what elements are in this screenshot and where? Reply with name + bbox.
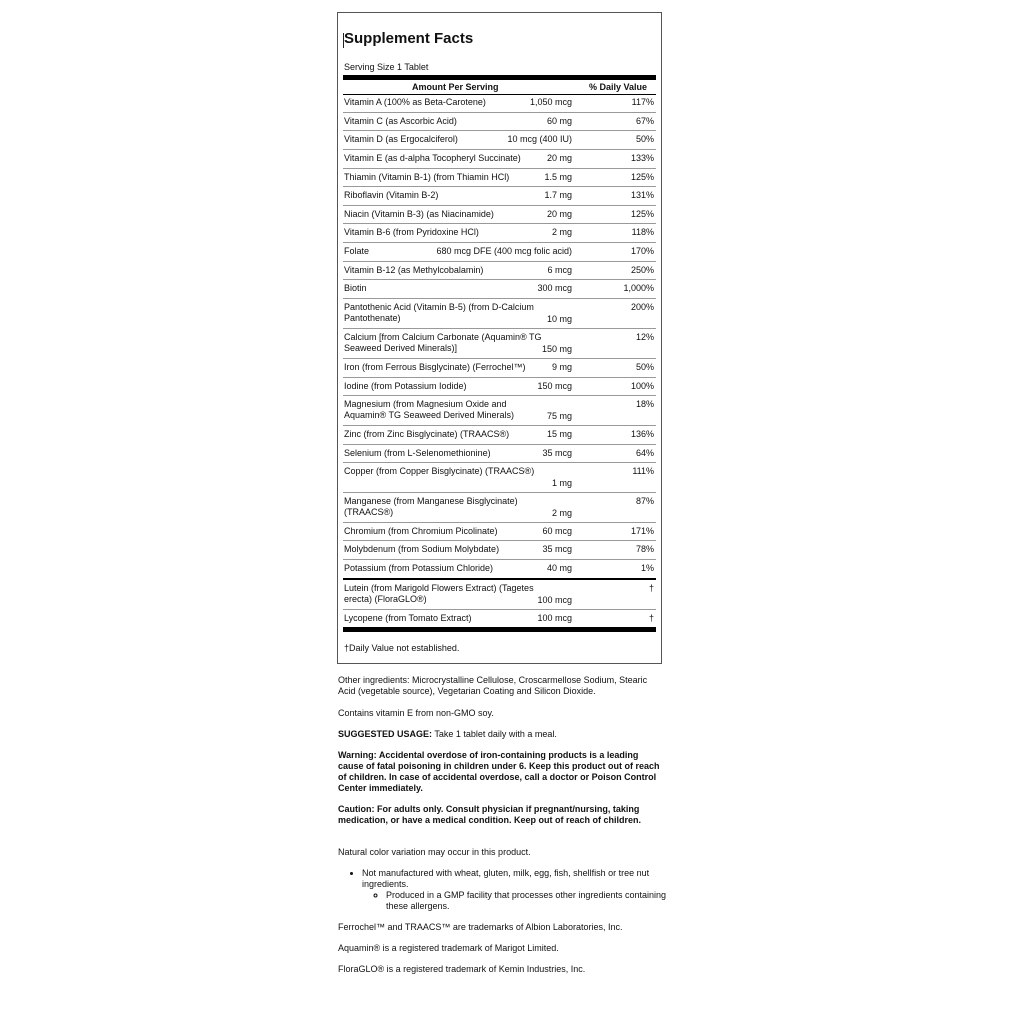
top-rule [343,75,656,80]
nutrient-name: Lycopene (from Tomato Extract) [344,613,472,623]
nutrient-amount: 40 mg [546,563,572,573]
bottom-rule [343,627,656,632]
nutrient-daily-value: 200% [630,302,654,312]
list-item: ◦ Produced in a GMP facility that processes other ingredients containing these allergens. [386,890,682,912]
nutrient-name: Thiamin (Vitamin B-1) (from Thiamin HCl) [344,172,510,182]
trademark-floraglo: FloraGLO® is a registered trademark of Kemin Industries, Inc. [338,964,586,974]
table-row [343,169,656,187]
nutrient-name: Lutein (from Marigold Flowers Extract) (Tagetes erecta) (FloraGLO®) [344,583,534,604]
nutrient-name: Selenium (from L-Selenomethionine) [344,448,491,458]
nutrient-name: Vitamin E (as d-alpha Tocopheryl Succinate) [344,153,521,163]
nutrient-amount: 35 mcg [542,448,572,458]
nutrient-name: Niacin (Vitamin B-3) (as Niacinamide) [344,209,494,219]
nutrient-name: Magnesium (from Magnesium Oxide and Aquamin® TG Seaweed Derived Minerals) [344,399,515,420]
nutrient-daily-value: 250% [630,265,654,275]
table-row [343,426,656,445]
table-row [343,359,656,378]
trademark-aquamin: Aquamin® is a registered trademark of Marigot Limited. [338,943,559,953]
nutrient-amount: 20 mg [546,153,572,163]
nutrient-name: Potassium (from Potassium Chloride) [344,563,494,573]
nutrient-daily-value: 100% [630,381,654,391]
nutrient-amount: 150 mg [541,344,572,354]
nutrient-daily-value: 170% [630,246,654,256]
nutrient-daily-value: 118% [631,227,654,237]
allergen-statement: Not manufactured with wheat, gluten, milk, egg, fish, shellfish or tree nut ingredients. [362,868,650,889]
nutrient-name: Folate [344,246,370,256]
nutrient-amount: 6 mcg [547,265,572,275]
table-row [343,131,656,150]
nutrient-daily-value: 12% [635,332,654,342]
serving-size: Serving Size 1 Tablet [344,62,429,72]
table-row [343,493,656,523]
nutrient-daily-value: 133% [630,153,654,163]
nutrient-amount: 680 mcg DFE (400 mcg folic acid) [436,246,572,256]
nutrient-amount: 150 mcg [537,381,572,391]
nutrient-name: Vitamin B-6 (from Pyridoxine HCl) [344,227,479,237]
table-row [343,262,656,280]
nutrient-amount: 9 mg [551,362,572,372]
nutrient-amount: 300 mcg [537,283,572,293]
table-row [343,580,656,610]
table-row [343,378,656,396]
nutrient-daily-value: † [648,583,654,593]
nutrient-daily-value: 125% [630,172,654,182]
nutrient-name: Chromium (from Chromium Picolinate) [344,526,498,536]
nutrient-daily-value: 171% [630,526,654,536]
suggested-usage [338,729,663,740]
caution-note: Caution: For adults only. Consult physician if pregnant/nursing, taking medication, or have a medical condition. Keep out of reach of children. [338,804,642,825]
other-ingredients: Other ingredients: Microcrystalline Cellulose, Croscarmellose Sodium, Stearic Acid (vegetable source), Vegetarian Coating and Silicon Dioxide. [338,675,648,696]
nutrient-amount: 15 mg [546,429,572,439]
table-row [343,150,656,169]
nutrient-daily-value: 1,000% [623,283,654,293]
nutrient-name: Iodine (from Potassium Iodide) [344,381,467,391]
nutrient-name: Calcium [from Calcium Carbonate (Aquamin® TG Seaweed Derived Minerals)] [344,332,542,353]
nutrient-amount: 10 mg [546,314,572,324]
iron-warning: Warning: Accidental overdose of iron-containing products is a leading cause of fatal poisoning in children under 6. Keep this product out of reach of children. In case of accidental overdose, call a doctor or Poison Control Center immediately. [338,750,660,793]
vitamin-e-note: Contains vitamin E from non-GMO soy. [338,708,494,718]
nutrient-amount: 10 mcg (400 IU) [507,134,572,144]
allergen-sublist [362,890,682,912]
nutrient-amount: 60 mcg [542,526,572,536]
nutrient-amount: 1.7 mg [544,190,572,200]
footnote: †Daily Value not established. [344,643,460,653]
usage-label: SUGGESTED USAGE: [338,729,433,739]
nutrient-daily-value: 117% [631,97,654,107]
nutrient-amount: 2 mg [551,227,572,237]
nutrient-name: Vitamin D (as Ergocalciferol) [344,134,458,144]
table-row [343,610,656,627]
nutrient-daily-value: 50% [635,134,654,144]
nutrient-daily-value: 136% [630,429,654,439]
table-row [343,206,656,224]
nutrient-name: Vitamin A (100% as Beta-Carotene) [344,97,486,107]
list-item [362,868,682,912]
nutrient-name: Biotin [344,283,367,293]
allergen-list [338,868,682,912]
usage-text: Take 1 tablet daily with a meal. [432,729,557,739]
table-row [343,187,656,206]
nutrient-amount: 2 mg [551,508,572,518]
nutrient-daily-value: 111% [632,466,654,476]
panel-title: Supplement Facts [344,30,474,47]
nutrient-amount: 1,050 mcg [529,97,572,107]
nutrient-amount: 1 mg [551,478,572,488]
nutrient-amount: 35 mcg [542,544,572,554]
nutrient-daily-value: 78% [635,544,654,554]
nutrient-amount: 1.5 mg [544,172,572,182]
nutrient-daily-value: 125% [630,209,654,219]
color-variation-note: Natural color variation may occur in this product. [338,847,531,857]
nutrient-daily-value: 50% [635,362,654,372]
table-row [343,445,656,463]
table-row [343,463,656,493]
table-row [343,329,656,359]
nutrient-name: Zinc (from Zinc Bisglycinate) (TRAACS®) [344,429,510,439]
nutrient-daily-value: 64% [635,448,654,458]
nutrient-amount: 100 mcg [537,595,572,605]
nutrient-daily-value: 67% [635,116,654,126]
nutrient-daily-value: 87% [635,496,654,506]
header-amount-per-serving: Amount Per Serving [412,82,499,92]
nutrient-name: Manganese (from Manganese Bisglycinate) (TRAACS®) [344,496,518,517]
table-row [343,396,656,426]
table-row [343,113,656,131]
nutrient-daily-value: 1% [640,563,654,573]
table-row [343,523,656,541]
nutrient-name: Riboflavin (Vitamin B-2) [344,190,439,200]
table-row [343,560,656,580]
table-row [343,243,656,262]
nutrient-name: Pantothenic Acid (Vitamin B-5) (from D-Calcium Pantothenate) [344,302,534,323]
table-row [343,541,656,560]
nutrient-name: Molybdenum (from Sodium Molybdate) [344,544,500,554]
nutrient-daily-value: 18% [635,399,654,409]
table-row [343,94,656,113]
table-row [343,299,656,329]
header-daily-value: % Daily Value [589,82,648,92]
nutrient-name: Copper (from Copper Bisglycinate) (TRAACS®) [344,466,535,476]
trademark-albion: Ferrochel™ and TRAACS™ are trademarks of Albion Laboratories, Inc. [338,922,623,932]
nutrient-name: Vitamin C (as Ascorbic Acid) [344,116,457,126]
nutrient-amount: 100 mcg [537,613,572,623]
nutrient-name: Vitamin B-12 (as Methylcobalamin) [344,265,484,275]
table-row [343,280,656,299]
nutrient-amount: 60 mg [546,116,572,126]
nutrient-name: Iron (from Ferrous Bisglycinate) (Ferrochel™) [344,362,526,372]
nutrient-amount: 75 mg [546,411,572,421]
table-row [343,224,656,243]
nutrient-daily-value: 131% [630,190,654,200]
nutrient-daily-value: † [648,613,654,623]
nutrient-amount: 20 mg [546,209,572,219]
